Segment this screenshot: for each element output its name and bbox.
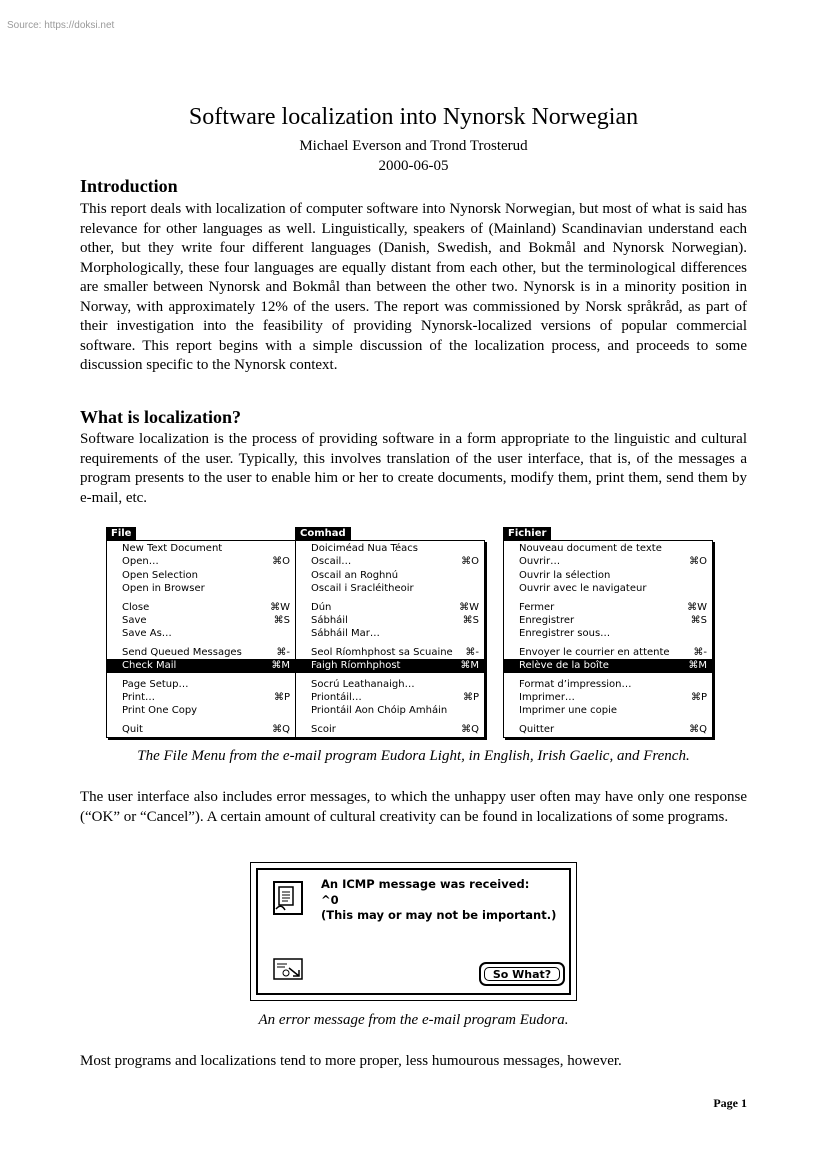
authors: Michael Everson and Trond Trosterud [299,138,528,154]
dialog-caption: An error message from the e-mail program Eudora. [258,1012,569,1028]
heading-introduction: Introduction [80,176,178,196]
menu-item[interactable]: Enregistrer ⌘S [519,614,707,626]
menu-item[interactable]: Ouvrir avec le navigateur [519,583,647,595]
menu-item[interactable]: Oscail i Sracléitheoir [311,583,414,595]
localization-paragraph: Software localization is the process of providing software in a form appropriate to the linguistic and cultural requirements of the user. Typically, this involves translation of the user interface, that is, of the messages a program presents to the user to enable him or her to create documents, modify them, print them, send them by e-mail, etc. [80,431,747,506]
menu-item[interactable]: Priontáil Aon Chóip Amháin [311,705,448,717]
menu-item-highlighted[interactable]: Faigh Ríomhphost ⌘M [296,659,484,672]
menu-item-highlighted[interactable]: Relève de la boîte ⌘M [504,659,712,672]
menu-item[interactable]: Open in Browser [122,583,205,595]
menu-item[interactable]: Print One Copy [122,705,198,717]
document-title: Software localization into Nynorsk Norwegian [188,104,639,130]
error-dialog [250,862,577,1001]
dialog-line-1: An ICMP message was received: [321,877,530,891]
menu-caption: The File Menu from the e-mail program Eudora Light, in English, Irish Gaelic, and French. [137,748,690,764]
menu-item[interactable]: Socrú Leathanaigh… [311,678,415,690]
menu-item[interactable]: Nouveau document de texte [519,543,662,554]
menu-item[interactable]: Page Setup… [122,678,189,690]
menu-item[interactable]: Oscail… ⌘O [311,556,479,568]
menu-item[interactable]: Close ⌘W [122,601,290,613]
menu-item[interactable]: Oscail an Roghnú [311,569,399,581]
menu-item[interactable]: Send Queued Messages ⌘- [122,646,290,658]
menu-item[interactable]: Priontáil… ⌘P [311,691,479,703]
menu-item[interactable]: Quit ⌘Q [122,723,290,735]
menu-item[interactable]: Envoyer le courrier en attente ⌘- [519,646,707,658]
menu-item[interactable]: Quitter ⌘Q [519,723,707,735]
menu-item[interactable]: Scoir ⌘Q [311,723,479,735]
dialog-message [321,877,556,924]
menu-item[interactable]: Imprimer… ⌘P [519,691,707,703]
closing-paragraph: Most programs and localizations tend to more proper, less humourous messages, however. [80,1053,622,1069]
menu-list [503,540,713,738]
menu-item[interactable]: Save As… [122,628,172,640]
menu-list [106,540,296,738]
menu-item[interactable]: Open Selection [122,569,198,581]
page-number: Page 1 [713,1096,747,1110]
menu-item[interactable]: Imprimer une copie [519,705,618,717]
menu-item[interactable]: Sábháil Mar… [311,628,380,640]
menu-item[interactable]: Doiciméad Nua Téacs [311,543,418,554]
source-url: Source: https://doksi.net [7,20,115,31]
dialog-line-3: (This may or may not be important.) [321,908,557,922]
mail-icon [273,958,303,980]
menu-item[interactable]: Dún ⌘W [311,601,479,613]
menu-list [295,540,485,738]
menu-item[interactable]: Enregistrer sous… [519,628,611,640]
menu-title[interactable]: Fichier [503,527,551,540]
menu-irish [295,527,485,738]
menu-item[interactable]: Save ⌘S [122,614,290,626]
menu-item[interactable]: Fermer ⌘W [519,601,707,613]
menu-title[interactable]: Comhad [295,527,351,540]
document-date: 2000-06-05 [378,158,449,174]
menu-title[interactable]: File [106,527,136,540]
menu-item[interactable]: Print… ⌘P [122,691,290,703]
menu-item[interactable]: Format d’impression… [519,678,632,690]
intro-paragraph: This report deals with localization of computer software into Nynorsk Norwegian, but most of what is said has relevance for other languages as well. Linguistically, speakers of (Mainland) Scandinavian understand each other, but they write four different languages (Danish, Swedish, and Bokmål and Nynorsk Norwegian). Morphologically, these four languages are equally distant from each other, but the terminological differences are smaller between Nynorsk and Bokmål than between the other two. Nynorsk is in a minority position in Norway, with approximately 12% of the users. The report was commissioned by Norsk språkråd, as part of their investigation into the feasibility of providing Nynorsk-localized versions of popular commercial software. This report begins with a simple discussion of the localization process, and proceeds to some discussion specific to the Nynorsk context. [80,201,747,373]
menu-item[interactable]: Ouvrir la sélection [519,569,611,581]
menu-item[interactable]: Ouvrir… ⌘O [519,556,707,568]
heading-what-is-localization: What is localization? [80,407,241,427]
menu-english [106,527,296,738]
ui-paragraph: The user interface also includes error messages, to which the unhappy user often may have only one response (“OK” or “Cancel”). A certain amount of cultural creativity can be found in localizations of some programs. [80,789,747,825]
menu-item-highlighted[interactable]: Check Mail ⌘M [107,659,295,672]
so-what-button[interactable]: So What? [479,962,565,986]
menu-item[interactable]: Seol Ríomhphost sa Scuaine ⌘- [311,646,479,658]
menu-item[interactable]: New Text Document [122,543,223,554]
dialog-line-2: ^0 [321,892,339,907]
menu-french [503,527,713,738]
note-icon [273,881,303,915]
menu-item[interactable]: Open… ⌘O [122,556,290,568]
menu-item[interactable]: Sábháil ⌘S [311,614,479,626]
